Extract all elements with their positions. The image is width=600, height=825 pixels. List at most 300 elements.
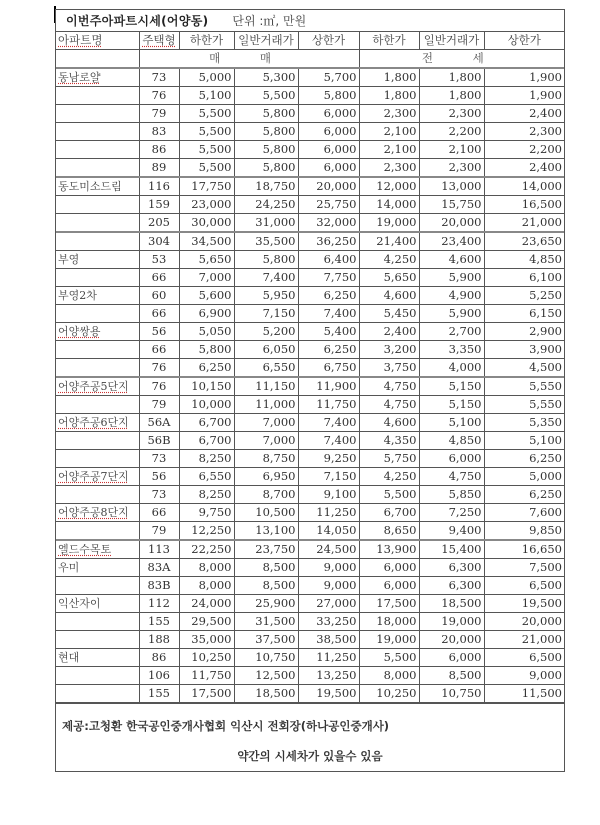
- sale-high: 25,750: [298, 196, 359, 214]
- header-row: [56, 32, 564, 50]
- sale-normal: 5,800: [234, 105, 298, 123]
- jeonse-normal: 13,000: [419, 177, 484, 196]
- sale-normal: 24,250: [234, 196, 298, 214]
- apartment-name: [56, 432, 139, 450]
- apartment-name: [56, 450, 139, 468]
- table-row: [56, 396, 564, 414]
- sale-high: 11,750: [298, 396, 359, 414]
- header-sale-high: 상한가: [298, 32, 359, 50]
- apartment-name: [56, 359, 139, 378]
- price-table: [56, 32, 564, 703]
- jeonse-high: 9,850: [484, 522, 564, 541]
- sale-normal: 8,750: [234, 450, 298, 468]
- jeonse-normal: 3,350: [419, 341, 484, 359]
- housing-type: 53: [139, 251, 179, 269]
- title-row: [56, 10, 564, 32]
- sale-low: 5,800: [179, 341, 234, 359]
- sale-low: 5,650: [179, 251, 234, 269]
- jeonse-high: 6,150: [484, 305, 564, 323]
- table-row: [56, 359, 564, 378]
- jeonse-high: 6,500: [484, 577, 564, 595]
- table-row: [56, 105, 564, 123]
- jeonse-low: 5,750: [359, 450, 419, 468]
- housing-type: 205: [139, 214, 179, 233]
- apartment-name: 부영: [56, 251, 139, 269]
- jeonse-normal: 8,500: [419, 667, 484, 685]
- apartment-name: [56, 87, 139, 105]
- table-row: [56, 287, 564, 305]
- sale-high: 32,000: [298, 214, 359, 233]
- sale-high: 6,000: [298, 123, 359, 141]
- sale-low: 5,500: [179, 105, 234, 123]
- table-row: [56, 323, 564, 341]
- jeonse-high: 5,550: [484, 377, 564, 396]
- sale-normal: 11,000: [234, 396, 298, 414]
- housing-type: 66: [139, 504, 179, 522]
- table-row: [56, 595, 564, 613]
- jeonse-normal: 5,900: [419, 305, 484, 323]
- footer-credit: 제공:고청환 한국공인중개사협회 익산시 전회장(하나공인중개사): [62, 719, 390, 733]
- jeonse-low: 4,600: [359, 414, 419, 432]
- jeonse-high: 23,650: [484, 232, 564, 251]
- jeonse-low: 8,000: [359, 667, 419, 685]
- sale-low: 23,000: [179, 196, 234, 214]
- sale-normal: 8,500: [234, 559, 298, 577]
- jeonse-normal: 2,300: [419, 159, 484, 178]
- table-row: [56, 577, 564, 595]
- jeonse-low: 3,750: [359, 359, 419, 378]
- sale-low: 34,500: [179, 232, 234, 251]
- sale-low: 35,000: [179, 631, 234, 649]
- sale-normal: 5,800: [234, 251, 298, 269]
- housing-type: 155: [139, 613, 179, 631]
- sale-high: 6,000: [298, 105, 359, 123]
- housing-type: 66: [139, 341, 179, 359]
- table-row: [56, 432, 564, 450]
- sale-low: 5,600: [179, 287, 234, 305]
- table-row: [56, 141, 564, 159]
- jeonse-normal: 2,200: [419, 123, 484, 141]
- jeonse-high: 1,900: [484, 87, 564, 105]
- jeonse-low: 5,650: [359, 269, 419, 287]
- sale-low: 6,250: [179, 359, 234, 378]
- jeonse-normal: 6,000: [419, 649, 484, 667]
- sale-high: 6,000: [298, 159, 359, 178]
- table-row: [56, 341, 564, 359]
- sale-normal: 5,800: [234, 141, 298, 159]
- jeonse-low: 2,300: [359, 159, 419, 178]
- apartment-name: [56, 196, 139, 214]
- footer-note: 약간의 시세차가 있을수 있음: [237, 749, 383, 763]
- sale-high: 9,250: [298, 450, 359, 468]
- jeonse-low: 19,000: [359, 214, 419, 233]
- jeonse-low: 1,800: [359, 68, 419, 87]
- jeonse-normal: 6,300: [419, 559, 484, 577]
- jeonse-low: 12,000: [359, 177, 419, 196]
- table-row: [56, 159, 564, 178]
- sale-high: 11,250: [298, 649, 359, 667]
- jeonse-low: 3,200: [359, 341, 419, 359]
- header-type: 주택형: [139, 32, 179, 50]
- header-name: 아파트명: [56, 32, 139, 50]
- jeonse-low: 19,000: [359, 631, 419, 649]
- apartment-name: [56, 123, 139, 141]
- sale-normal: 7,000: [234, 432, 298, 450]
- sale-normal: 6,550: [234, 359, 298, 378]
- sale-low: 10,150: [179, 377, 234, 396]
- table-row: [56, 685, 564, 703]
- apartment-name: [56, 522, 139, 541]
- table-row: [56, 559, 564, 577]
- housing-type: 188: [139, 631, 179, 649]
- jeonse-low: 21,400: [359, 232, 419, 251]
- sale-high: 7,400: [298, 414, 359, 432]
- sale-normal: 5,950: [234, 287, 298, 305]
- sale-high: 9,000: [298, 559, 359, 577]
- section-jeonse: 전 세: [359, 50, 564, 69]
- apartment-name: 어양주공6단지: [56, 414, 139, 432]
- sale-low: 9,750: [179, 504, 234, 522]
- housing-type: 56B: [139, 432, 179, 450]
- jeonse-low: 4,350: [359, 432, 419, 450]
- sale-high: 5,800: [298, 87, 359, 105]
- sale-low: 5,500: [179, 141, 234, 159]
- sale-high: 7,150: [298, 468, 359, 486]
- sale-low: 8,000: [179, 577, 234, 595]
- table-row: [56, 269, 564, 287]
- jeonse-high: 6,250: [484, 486, 564, 504]
- housing-type: 89: [139, 159, 179, 178]
- jeonse-normal: 23,400: [419, 232, 484, 251]
- sale-high: 7,400: [298, 305, 359, 323]
- jeonse-low: 4,250: [359, 251, 419, 269]
- apartment-name: [56, 214, 139, 233]
- sale-high: 33,250: [298, 613, 359, 631]
- jeonse-normal: 1,800: [419, 68, 484, 87]
- sale-high: 14,050: [298, 522, 359, 541]
- table-row: [56, 450, 564, 468]
- sale-high: 5,700: [298, 68, 359, 87]
- header-sale-normal: 일반거래가: [234, 32, 298, 50]
- housing-type: 66: [139, 269, 179, 287]
- jeonse-low: 4,250: [359, 468, 419, 486]
- sale-low: 22,250: [179, 540, 234, 559]
- jeonse-high: 2,200: [484, 141, 564, 159]
- sale-normal: 25,900: [234, 595, 298, 613]
- jeonse-normal: 18,500: [419, 595, 484, 613]
- housing-type: 73: [139, 68, 179, 87]
- sale-normal: 5,500: [234, 87, 298, 105]
- table-row: [56, 631, 564, 649]
- sale-low: 6,700: [179, 432, 234, 450]
- jeonse-high: 5,550: [484, 396, 564, 414]
- apartment-name: [56, 685, 139, 703]
- jeonse-low: 18,000: [359, 613, 419, 631]
- jeonse-low: 2,100: [359, 141, 419, 159]
- jeonse-normal: 2,700: [419, 323, 484, 341]
- housing-type: 155: [139, 685, 179, 703]
- housing-type: 56: [139, 468, 179, 486]
- apartment-name: 어양주공8단지: [56, 504, 139, 522]
- jeonse-high: 14,000: [484, 177, 564, 196]
- sale-low: 6,700: [179, 414, 234, 432]
- housing-type: 86: [139, 141, 179, 159]
- sale-low: 17,500: [179, 685, 234, 703]
- sale-low: 6,550: [179, 468, 234, 486]
- sale-low: 8,250: [179, 486, 234, 504]
- jeonse-normal: 2,300: [419, 105, 484, 123]
- sale-high: 6,750: [298, 359, 359, 378]
- apartment-name: [56, 613, 139, 631]
- sale-normal: 5,800: [234, 123, 298, 141]
- table-row: [56, 87, 564, 105]
- table-row: [56, 177, 564, 196]
- apartment-name: [56, 486, 139, 504]
- jeonse-low: 14,000: [359, 196, 419, 214]
- table-row: [56, 123, 564, 141]
- jeonse-high: 5,100: [484, 432, 564, 450]
- jeonse-normal: 7,250: [419, 504, 484, 522]
- sale-normal: 10,500: [234, 504, 298, 522]
- jeonse-normal: 15,750: [419, 196, 484, 214]
- apartment-name: 익산자이: [56, 595, 139, 613]
- housing-type: 56: [139, 323, 179, 341]
- jeonse-normal: 15,400: [419, 540, 484, 559]
- table-row: [56, 613, 564, 631]
- apartment-name: [56, 141, 139, 159]
- apartment-name: 동도미소드림: [56, 177, 139, 196]
- jeonse-high: 6,100: [484, 269, 564, 287]
- housing-type: 76: [139, 377, 179, 396]
- jeonse-normal: 4,900: [419, 287, 484, 305]
- sale-normal: 6,050: [234, 341, 298, 359]
- sale-low: 12,250: [179, 522, 234, 541]
- jeonse-normal: 20,000: [419, 631, 484, 649]
- jeonse-normal: 2,100: [419, 141, 484, 159]
- sale-high: 11,900: [298, 377, 359, 396]
- jeonse-high: 11,500: [484, 685, 564, 703]
- sale-high: 6,250: [298, 287, 359, 305]
- jeonse-high: 20,000: [484, 613, 564, 631]
- jeonse-high: 5,250: [484, 287, 564, 305]
- apartment-name: [56, 396, 139, 414]
- jeonse-low: 5,500: [359, 649, 419, 667]
- apartment-name: [56, 341, 139, 359]
- sale-high: 27,000: [298, 595, 359, 613]
- jeonse-high: 2,900: [484, 323, 564, 341]
- jeonse-high: 2,300: [484, 123, 564, 141]
- sale-normal: 8,700: [234, 486, 298, 504]
- sale-normal: 31,500: [234, 613, 298, 631]
- jeonse-low: 8,650: [359, 522, 419, 541]
- jeonse-low: 13,900: [359, 540, 419, 559]
- housing-type: 56A: [139, 414, 179, 432]
- table-row: [56, 196, 564, 214]
- table-row: [56, 468, 564, 486]
- table-row: [56, 68, 564, 87]
- sale-high: 6,400: [298, 251, 359, 269]
- sale-low: 17,750: [179, 177, 234, 196]
- sale-high: 20,000: [298, 177, 359, 196]
- jeonse-low: 2,100: [359, 123, 419, 141]
- header-jeonse-low: 하한가: [359, 32, 419, 50]
- table-row: [56, 232, 564, 251]
- sale-normal: 35,500: [234, 232, 298, 251]
- apartment-name: 어양주공7단지: [56, 468, 139, 486]
- section-row: [56, 50, 564, 69]
- jeonse-normal: 9,400: [419, 522, 484, 541]
- jeonse-low: 4,750: [359, 377, 419, 396]
- header-jeonse-high: 상한가: [484, 32, 564, 50]
- sale-normal: 23,750: [234, 540, 298, 559]
- jeonse-normal: 10,750: [419, 685, 484, 703]
- apartment-name: 어양주공5단지: [56, 377, 139, 396]
- unit-label: 단위 :㎡, 만원: [232, 14, 307, 28]
- section-sale: 매 매: [139, 50, 359, 69]
- sale-normal: 18,500: [234, 685, 298, 703]
- jeonse-low: 4,600: [359, 287, 419, 305]
- table-row: [56, 377, 564, 396]
- jeonse-high: 21,000: [484, 214, 564, 233]
- sale-high: 19,500: [298, 685, 359, 703]
- jeonse-high: 7,600: [484, 504, 564, 522]
- jeonse-low: 6,000: [359, 559, 419, 577]
- jeonse-high: 3,900: [484, 341, 564, 359]
- jeonse-normal: 4,600: [419, 251, 484, 269]
- table-row: [56, 305, 564, 323]
- apartment-name: [56, 232, 139, 251]
- price-sheet: [55, 9, 565, 772]
- sale-low: 7,000: [179, 269, 234, 287]
- jeonse-low: 5,450: [359, 305, 419, 323]
- footer: [56, 703, 564, 771]
- jeonse-high: 6,250: [484, 450, 564, 468]
- sale-high: 24,500: [298, 540, 359, 559]
- jeonse-normal: 4,850: [419, 432, 484, 450]
- jeonse-low: 10,250: [359, 685, 419, 703]
- sale-low: 5,050: [179, 323, 234, 341]
- sale-high: 7,400: [298, 432, 359, 450]
- housing-type: 112: [139, 595, 179, 613]
- jeonse-low: 6,700: [359, 504, 419, 522]
- apartment-name: [56, 159, 139, 178]
- table-row: [56, 667, 564, 685]
- sale-normal: 7,400: [234, 269, 298, 287]
- jeonse-high: 5,350: [484, 414, 564, 432]
- sale-low: 8,250: [179, 450, 234, 468]
- jeonse-high: 4,500: [484, 359, 564, 378]
- jeonse-high: 2,400: [484, 159, 564, 178]
- apartment-name: [56, 577, 139, 595]
- sale-normal: 5,200: [234, 323, 298, 341]
- sheet-title: 이번주아파트시세(어양동): [66, 14, 209, 28]
- apartment-name: [56, 667, 139, 685]
- sale-normal: 12,500: [234, 667, 298, 685]
- jeonse-normal: 4,000: [419, 359, 484, 378]
- apartment-name: 동남로얄: [56, 68, 139, 87]
- jeonse-low: 6,000: [359, 577, 419, 595]
- sale-normal: 5,300: [234, 68, 298, 87]
- table-row: [56, 540, 564, 559]
- jeonse-high: 7,500: [484, 559, 564, 577]
- housing-type: 304: [139, 232, 179, 251]
- jeonse-normal: 5,150: [419, 377, 484, 396]
- jeonse-high: 16,500: [484, 196, 564, 214]
- apartment-name: 엘드수목토: [56, 540, 139, 559]
- housing-type: 79: [139, 105, 179, 123]
- sale-low: 8,000: [179, 559, 234, 577]
- jeonse-high: 6,500: [484, 649, 564, 667]
- sale-high: 9,100: [298, 486, 359, 504]
- sale-high: 6,250: [298, 341, 359, 359]
- sale-high: 5,400: [298, 323, 359, 341]
- housing-type: 86: [139, 649, 179, 667]
- jeonse-normal: 5,150: [419, 396, 484, 414]
- housing-type: 79: [139, 522, 179, 541]
- table-row: [56, 504, 564, 522]
- sale-high: 36,250: [298, 232, 359, 251]
- apartment-name: 어양쌍용: [56, 323, 139, 341]
- jeonse-low: 4,750: [359, 396, 419, 414]
- housing-type: 159: [139, 196, 179, 214]
- apartment-name: 부영2차: [56, 287, 139, 305]
- section-blank: [56, 50, 139, 69]
- sale-normal: 31,000: [234, 214, 298, 233]
- jeonse-normal: 5,900: [419, 269, 484, 287]
- sale-high: 9,000: [298, 577, 359, 595]
- jeonse-low: 2,400: [359, 323, 419, 341]
- jeonse-high: 5,000: [484, 468, 564, 486]
- apartment-name: 우미: [56, 559, 139, 577]
- sale-normal: 5,800: [234, 159, 298, 178]
- sale-low: 24,000: [179, 595, 234, 613]
- jeonse-high: 4,850: [484, 251, 564, 269]
- header-jeonse-normal: 일반거래가: [419, 32, 484, 50]
- housing-type: 73: [139, 486, 179, 504]
- housing-type: 83A: [139, 559, 179, 577]
- housing-type: 106: [139, 667, 179, 685]
- sale-high: 6,000: [298, 141, 359, 159]
- housing-type: 60: [139, 287, 179, 305]
- housing-type: 113: [139, 540, 179, 559]
- jeonse-high: 16,650: [484, 540, 564, 559]
- sale-low: 5,500: [179, 123, 234, 141]
- table-row: [56, 214, 564, 233]
- apartment-name: [56, 631, 139, 649]
- housing-type: 83B: [139, 577, 179, 595]
- jeonse-low: 17,500: [359, 595, 419, 613]
- housing-type: 73: [139, 450, 179, 468]
- apartment-name: [56, 305, 139, 323]
- jeonse-normal: 1,800: [419, 87, 484, 105]
- jeonse-low: 2,300: [359, 105, 419, 123]
- sale-normal: 11,150: [234, 377, 298, 396]
- table-row: [56, 649, 564, 667]
- sale-high: 38,500: [298, 631, 359, 649]
- housing-type: 83: [139, 123, 179, 141]
- sale-normal: 6,950: [234, 468, 298, 486]
- header-sale-low: 하한가: [179, 32, 234, 50]
- jeonse-normal: 20,000: [419, 214, 484, 233]
- jeonse-high: 21,000: [484, 631, 564, 649]
- housing-type: 76: [139, 87, 179, 105]
- sale-normal: 18,750: [234, 177, 298, 196]
- apartment-name: [56, 105, 139, 123]
- sale-low: 11,750: [179, 667, 234, 685]
- sale-normal: 7,000: [234, 414, 298, 432]
- sale-low: 6,900: [179, 305, 234, 323]
- sale-normal: 37,500: [234, 631, 298, 649]
